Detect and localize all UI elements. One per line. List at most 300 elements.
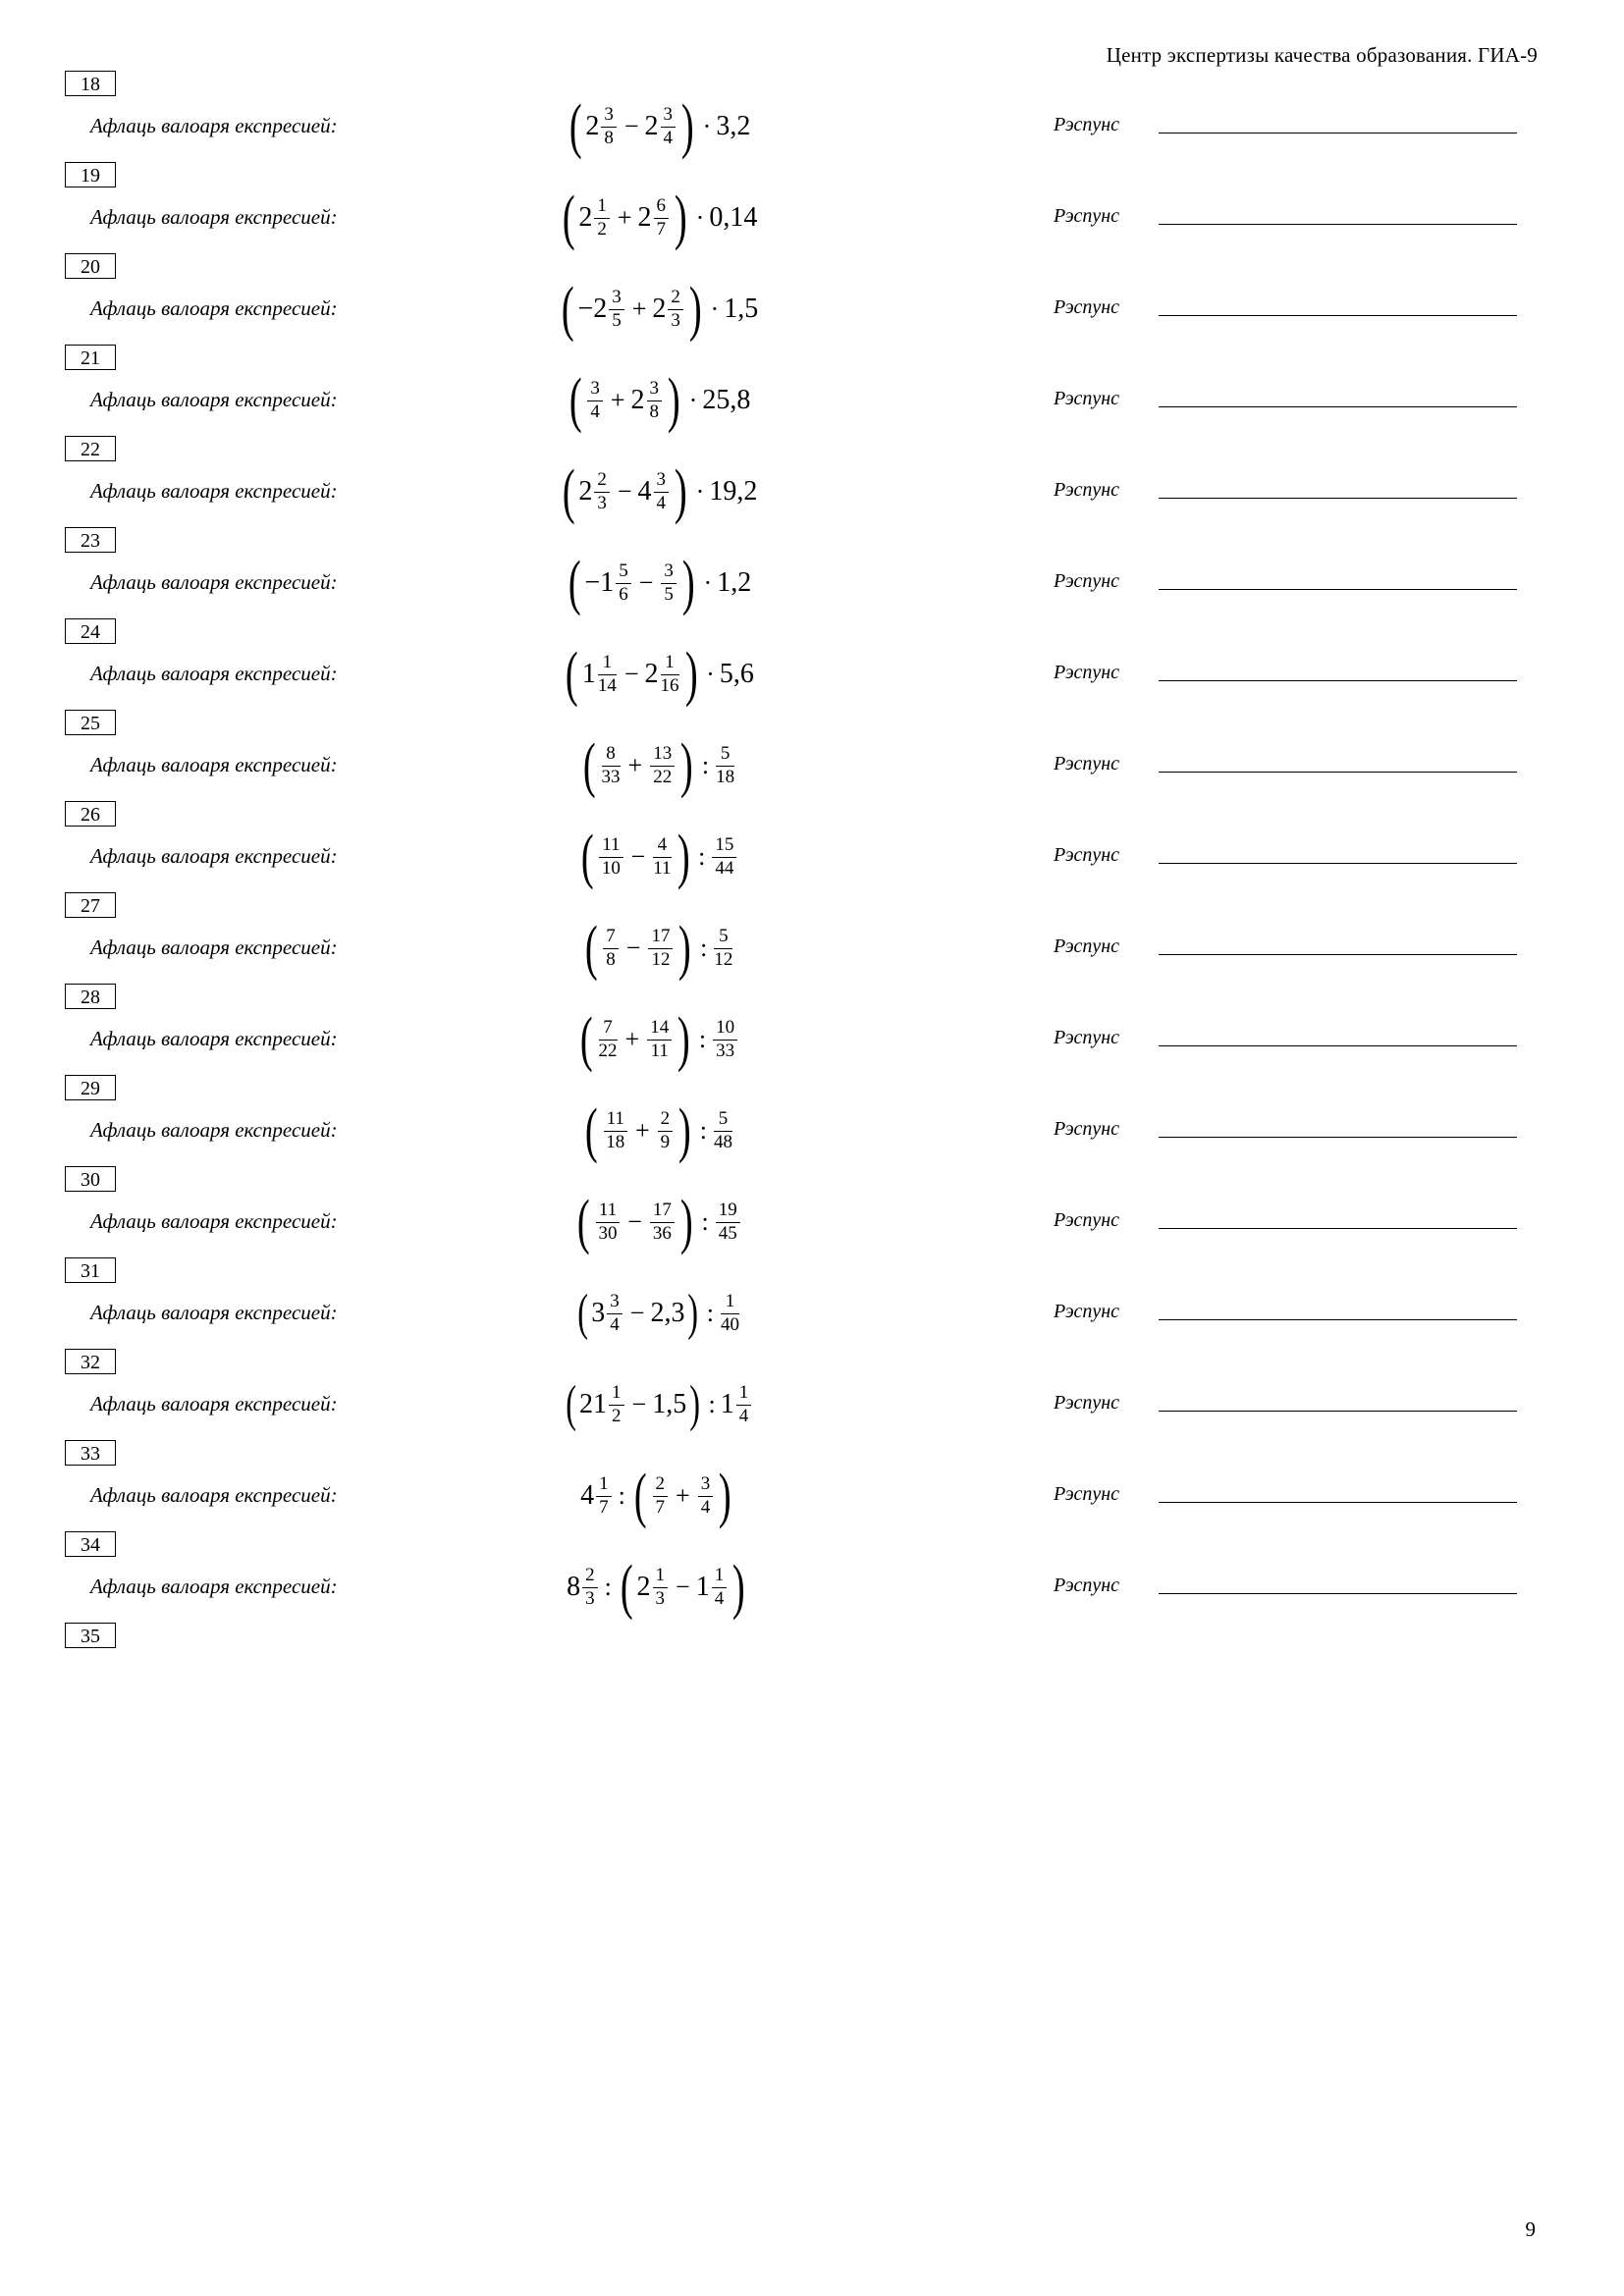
answer-label: Рэспунс [1054,570,1120,592]
task-expression [412,184,903,252]
whole-part: 1 [581,659,596,689]
answer-line[interactable] [1159,314,1517,316]
fraction [598,653,617,696]
task-expression [412,549,903,617]
task-number: 18 [65,71,116,96]
fraction [607,1292,623,1335]
paren-open: ( [566,1375,576,1432]
denominator: 9 [658,1131,674,1153]
operator: − [627,1207,642,1236]
paren-open: ( [633,1462,647,1529]
denominator: 3 [582,1587,598,1610]
task-number: 29 [65,1075,116,1100]
numerator: 4 [657,833,668,855]
fraction [712,1566,728,1609]
mixed-number [578,196,612,240]
answer-label: Рэспунс [1054,1392,1120,1414]
task-expression [412,914,903,983]
denominator: 5 [609,309,624,332]
paren-close: ) [677,1005,690,1073]
task-item [0,436,1624,527]
answer-line[interactable] [1159,1318,1517,1320]
task-prompt: Афлаць валоаря експресией: [90,1483,338,1507]
fraction [658,1109,674,1152]
task-item [0,1166,1624,1257]
task-number: 28 [65,984,116,1009]
task-item [0,1531,1624,1623]
operator: : [700,934,708,962]
task-item [0,618,1624,710]
task-prompt: Афлаць валоаря експресией: [90,570,338,594]
task-number: 19 [65,162,116,187]
answer-line[interactable] [1159,497,1517,499]
answer-line[interactable] [1159,1410,1517,1412]
mixed-number [582,653,619,696]
task-number: 30 [65,1166,116,1192]
numerator: 3 [656,468,666,490]
answer-label: Рэспунс [1054,844,1120,866]
fraction [653,1566,669,1609]
answer-line[interactable] [1159,1044,1517,1046]
denominator: 11 [647,1040,672,1062]
numerator: 8 [606,742,616,764]
whole-part: 2 [578,476,593,507]
fraction [736,1383,752,1426]
paren-close: ) [689,1375,701,1432]
denominator: 11 [653,857,672,879]
task-expression [412,92,903,161]
answer-label: Рэспунс [1054,114,1120,135]
decimal-value: 1,5 [724,294,759,324]
answer-label: Рэспунс [1054,1301,1120,1322]
operator: : [698,842,706,871]
fraction [653,1474,669,1518]
denominator: 12 [714,948,733,970]
task-number: 22 [65,436,116,461]
task-item [0,162,1624,253]
answer-line[interactable] [1159,1501,1517,1503]
whole-part: 2 [644,659,659,689]
fraction [650,744,675,787]
paren-open: ( [577,1284,589,1341]
operator: − [617,477,632,506]
answer-line[interactable] [1159,953,1517,955]
fraction [604,1109,627,1152]
fraction [721,1292,739,1335]
fraction [599,835,623,879]
task-prompt: Афлаць валоаря експресией: [90,388,338,411]
operator: : [699,1116,707,1145]
denominator: 18 [716,766,735,787]
answer-label: Рэспунс [1054,753,1120,774]
fraction [713,1018,737,1061]
numerator: 5 [720,742,731,764]
task-number: 31 [65,1257,116,1283]
denominator: 48 [714,1131,732,1152]
operator: : [604,1573,612,1601]
task-prompt: Афлаць валоаря експресией: [90,753,338,776]
task-expression [412,731,903,800]
numerator: 3 [610,1290,620,1311]
numerator: 13 [653,742,673,764]
task-number: 24 [65,618,116,644]
mixed-number [567,1566,600,1609]
task-item [0,1075,1624,1166]
denominator: 2 [594,218,610,240]
task-prompt: Афлаць валоаря експресией: [90,114,338,137]
operator: · [703,568,713,597]
task-number: 27 [65,892,116,918]
numerator: 17 [652,1199,672,1220]
whole-part: 2 [630,385,645,415]
fraction [609,288,624,331]
task-number: 23 [65,527,116,553]
denominator: 6 [616,583,631,606]
numerator: 3 [604,103,614,125]
task-prompt: Афлаць валоаря експресией: [90,1575,338,1598]
operator: + [610,386,625,414]
mixed-number [696,1566,730,1609]
operator: − [638,568,654,597]
denominator: 8 [601,127,617,149]
whole-part: −1 [584,567,615,598]
mixed-number [579,1383,626,1426]
fraction [661,653,679,696]
task-expression [412,275,903,344]
operator: + [631,294,647,323]
operator: − [623,660,639,688]
answer-line[interactable] [1159,132,1517,133]
paren-open: ( [582,731,596,799]
task-expression [412,366,903,435]
answer-line[interactable] [1159,405,1517,407]
numerator: 1 [714,1564,725,1585]
operator: − [629,1299,645,1327]
denominator: 7 [596,1496,612,1519]
task-expression [412,1370,903,1439]
paren-open: ( [577,1188,590,1255]
fraction [714,1109,732,1152]
operator: + [617,203,632,232]
task-number: 20 [65,253,116,279]
fraction [599,1018,618,1061]
numerator: 3 [612,286,622,307]
task-expression [412,1188,903,1256]
numerator: 19 [718,1199,737,1220]
denominator: 4 [661,127,677,149]
answer-label: Рэспунс [1054,479,1120,501]
denominator: 3 [668,309,683,332]
task-item [0,1440,1624,1531]
operator: · [695,477,705,506]
task-prompt: Афлаць валоаря експресией: [90,205,338,229]
denominator: 3 [653,1587,669,1610]
task-prompt: Афлаць валоаря експресией: [90,296,338,320]
mixed-number [577,288,625,331]
paren-close: ) [687,1284,699,1341]
paren-open: ( [562,184,575,251]
paren-close: ) [674,184,687,251]
decimal-value: 1,5 [652,1389,687,1419]
answer-label: Рэспунс [1054,388,1120,409]
task-prompt: Афлаць валоаря експресией: [90,1301,338,1324]
decimal-value: 19,2 [709,476,758,507]
fraction [587,379,603,422]
fraction [716,744,734,787]
paren-open: ( [568,549,581,616]
paren-close: ) [684,640,698,708]
task-prompt: Афлаць валоаря експресией: [90,935,338,959]
task-number: 26 [65,801,116,827]
denominator: 16 [660,674,679,696]
answer-line[interactable] [1159,771,1517,773]
denominator: 8 [603,948,619,971]
fraction [668,288,683,331]
numerator: 1 [602,651,613,672]
mixed-number [584,561,632,605]
answer-label: Рэспунс [1054,296,1120,318]
denominator: 14 [597,674,617,696]
paren-open: ( [561,275,574,343]
operator: : [706,1299,715,1327]
paren-close: ) [678,1096,691,1164]
fraction [650,1201,675,1244]
numerator: 7 [606,925,616,946]
denominator: 10 [599,857,623,880]
task-number: 35 [65,1623,116,1648]
fraction [653,835,671,879]
numerator: 2 [655,1472,666,1494]
operator: : [618,1481,625,1510]
fraction [616,561,631,605]
task-expression [412,640,903,709]
fraction [716,1201,740,1244]
task-expression [412,1005,903,1074]
task-number: 33 [65,1440,116,1466]
mixed-number [645,105,678,148]
operator: · [688,386,698,414]
answer-line[interactable] [1159,862,1517,864]
task-item [0,710,1624,801]
numerator: 6 [656,194,666,216]
numerator: 11 [602,833,621,855]
task-item [0,253,1624,345]
whole-part: 1 [720,1389,734,1419]
paren-close: ) [680,92,694,160]
numerator: 1 [599,1472,609,1494]
answer-label: Рэспунс [1054,1209,1120,1231]
paren-open: ( [584,1096,598,1164]
operator: − [623,112,639,140]
decimal-value: 1,2 [717,567,752,598]
fraction [698,1474,714,1518]
denominator: 4 [587,400,603,423]
paren-open: ( [566,640,578,708]
paren-open: ( [620,1553,633,1621]
task-expression [412,1462,903,1530]
page-header: Центр экспертизы качества образования. ГИА-9 [1106,43,1538,67]
task-item [0,71,1624,162]
denominator: 8 [647,400,663,423]
answer-line[interactable] [1159,1136,1517,1138]
numerator: 3 [664,560,674,581]
numerator: 5 [719,925,729,946]
mixed-number [721,1383,754,1426]
mixed-number [637,1566,671,1609]
denominator: 33 [713,1040,737,1062]
fraction [654,470,670,513]
numerator: 11 [606,1107,624,1129]
whole-part: 3 [591,1298,606,1328]
paren-close: ) [679,1188,693,1255]
answer-line[interactable] [1159,1592,1517,1594]
operator: · [702,112,712,140]
numerator: 3 [700,1472,711,1494]
numerator: 14 [650,1016,670,1038]
task-number: 34 [65,1531,116,1557]
mixed-number [652,288,685,331]
fraction [596,1474,612,1518]
task-number: 25 [65,710,116,735]
operator: − [625,934,641,962]
fraction [601,105,617,148]
paren-close: ) [678,914,692,982]
denominator: 22 [598,1040,618,1061]
denominator: 4 [607,1313,623,1336]
fraction [582,1566,598,1609]
numerator: 3 [649,377,659,399]
paren-open: ( [562,457,575,525]
denominator: 18 [604,1131,627,1153]
answer-line[interactable] [1159,679,1517,681]
numerator: 5 [718,1107,729,1129]
paren-open: ( [580,823,594,890]
numerator: 3 [663,103,673,125]
operator: + [676,1481,690,1510]
denominator: 5 [661,583,677,606]
denominator: 3 [594,492,610,514]
task-item [0,892,1624,984]
mixed-number [638,470,672,513]
task-expression [412,823,903,891]
paren-close: ) [667,366,680,434]
paren-open: ( [568,366,582,434]
operator: + [624,1025,640,1053]
numerator: 10 [716,1016,735,1038]
answer-line[interactable] [1159,223,1517,225]
whole-part: 4 [637,476,652,507]
answer-label: Рэспунс [1054,662,1120,683]
fraction [647,379,663,422]
numerator: 1 [725,1290,735,1311]
fraction [661,561,677,605]
operator: · [706,660,715,688]
denominator: 7 [654,218,670,240]
task-item [0,345,1624,436]
denominator: 30 [596,1222,620,1245]
answer-label: Рэспунс [1054,1483,1120,1505]
fraction [609,1383,624,1426]
operator: : [701,751,710,779]
denominator: 7 [653,1496,669,1519]
whole-part: 2 [636,1572,651,1602]
paren-close: ) [677,823,690,890]
decimal-value: 2,3 [650,1298,685,1328]
denominator: 2 [609,1405,624,1427]
decimal-value: 0,14 [709,202,758,233]
numerator: 1 [665,651,675,672]
paren-close: ) [680,731,693,799]
task-prompt: Афлаць валоаря експресией: [90,662,338,685]
task-prompt: Афлаць валоаря експресией: [90,1209,338,1233]
answer-label: Рэспунс [1054,205,1120,227]
numerator: 17 [651,925,671,946]
task-number: 32 [65,1349,116,1374]
denominator: 40 [721,1313,740,1335]
mixed-number [631,379,665,422]
paren-close: ) [681,549,695,616]
denominator: 36 [650,1222,675,1245]
task-list [0,71,1624,1714]
numerator: 2 [585,1564,595,1585]
fraction [712,835,736,879]
denominator: 12 [648,948,673,971]
operator: : [708,1390,716,1418]
task-prompt: Афлаць валоаря експресией: [90,1027,338,1050]
mixed-number [645,653,681,696]
operator: · [710,294,720,323]
task-expression [412,1553,903,1622]
answer-label: Рэспунс [1054,935,1120,957]
paren-close: ) [719,1462,731,1529]
denominator: 44 [712,857,736,880]
fraction [654,196,670,240]
mixed-number [578,470,612,513]
decimal-value: 3,2 [716,111,751,141]
operator: − [676,1573,690,1601]
operator: + [634,1116,650,1145]
task-expression [412,457,903,526]
task-number: 21 [65,345,116,370]
task-item [0,1257,1624,1349]
decimal-value: 5,6 [719,659,754,689]
paren-close: ) [674,457,687,525]
denominator: 33 [601,766,621,787]
answer-line[interactable] [1159,588,1517,590]
mixed-number [585,105,619,148]
paren-open: ( [584,914,598,982]
task-prompt: Афлаць валоаря експресией: [90,1392,338,1415]
paren-close: ) [688,275,702,343]
denominator: 4 [736,1405,752,1427]
answer-label: Рэспунс [1054,1027,1120,1048]
denominator: 45 [716,1222,740,1245]
numerator: 7 [603,1016,613,1038]
whole-part: 21 [579,1389,608,1419]
whole-part: 8 [567,1572,581,1602]
task-expression [412,1279,903,1348]
numerator: 2 [597,468,607,490]
answer-label: Рэспунс [1054,1575,1120,1596]
numerator: 1 [597,194,607,216]
answer-label: Рэспунс [1054,1118,1120,1140]
mixed-number [591,1292,624,1335]
fraction [648,927,673,970]
whole-part: 4 [580,1480,595,1511]
numerator: 2 [671,286,680,307]
answer-line[interactable] [1159,1227,1517,1229]
fraction [594,196,610,240]
